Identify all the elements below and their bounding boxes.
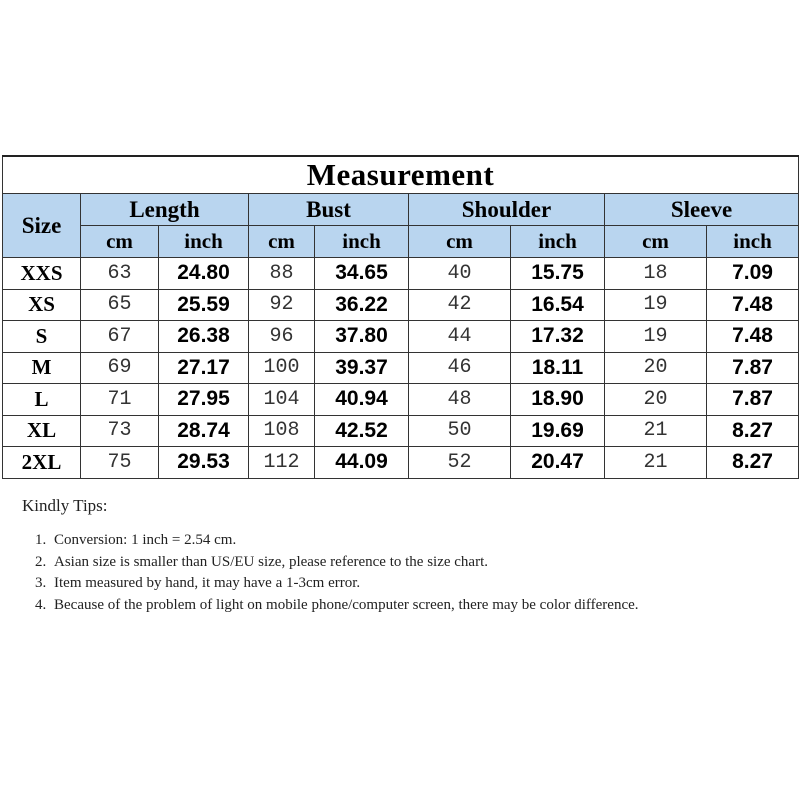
inch-value: 42.52 xyxy=(315,415,409,447)
unit-header: inch xyxy=(315,226,409,258)
inch-value: 44.09 xyxy=(315,447,409,479)
cm-value: 96 xyxy=(249,321,315,353)
inch-value: 36.22 xyxy=(315,289,409,321)
size-rows xyxy=(3,258,799,479)
tip-item: 4. Because of the problem of light on mobile phone/computer screen, there may be color difference. xyxy=(50,595,782,617)
inch-value: 25.59 xyxy=(159,289,249,321)
unit-header: cm xyxy=(605,226,707,258)
tip-item: 3. Item measured by hand, it may have a 1-3cm error. xyxy=(50,573,782,595)
cm-value: 67 xyxy=(81,321,159,353)
size-chart xyxy=(0,155,800,479)
inch-value: 7.48 xyxy=(707,289,799,321)
inch-value: 34.65 xyxy=(315,258,409,290)
inch-value: 29.53 xyxy=(159,447,249,479)
size-label: XL xyxy=(3,415,81,447)
inch-value: 20.47 xyxy=(511,447,605,479)
cm-value: 40 xyxy=(409,258,511,290)
cm-value: 21 xyxy=(605,415,707,447)
inch-value: 7.48 xyxy=(707,321,799,353)
inch-value: 8.27 xyxy=(707,447,799,479)
table-row xyxy=(3,415,799,447)
table-row xyxy=(3,447,799,479)
inch-value: 28.74 xyxy=(159,415,249,447)
inch-value: 15.75 xyxy=(511,258,605,290)
cm-value: 69 xyxy=(81,352,159,384)
cm-value: 73 xyxy=(81,415,159,447)
table-row xyxy=(3,289,799,321)
inch-value: 37.80 xyxy=(315,321,409,353)
group-header-shoulder: Shoulder xyxy=(409,194,605,226)
inch-value: 7.87 xyxy=(707,352,799,384)
unit-header: cm xyxy=(249,226,315,258)
cm-value: 108 xyxy=(249,415,315,447)
cm-value: 18 xyxy=(605,258,707,290)
inch-value: 16.54 xyxy=(511,289,605,321)
inch-value: 7.87 xyxy=(707,384,799,416)
cm-value: 19 xyxy=(605,289,707,321)
inch-value: 17.32 xyxy=(511,321,605,353)
cm-value: 50 xyxy=(409,415,511,447)
inch-value: 40.94 xyxy=(315,384,409,416)
cm-value: 104 xyxy=(249,384,315,416)
cm-value: 20 xyxy=(605,352,707,384)
cm-value: 44 xyxy=(409,321,511,353)
unit-header: inch xyxy=(707,226,799,258)
size-label: L xyxy=(3,384,81,416)
inch-value: 8.27 xyxy=(707,415,799,447)
cm-value: 48 xyxy=(409,384,511,416)
measurement-table xyxy=(2,155,799,479)
cm-value: 21 xyxy=(605,447,707,479)
cm-value: 63 xyxy=(81,258,159,290)
unit-header: cm xyxy=(81,226,159,258)
inch-value: 7.09 xyxy=(707,258,799,290)
size-label: S xyxy=(3,321,81,353)
cm-value: 100 xyxy=(249,352,315,384)
size-label: M xyxy=(3,352,81,384)
cm-value: 75 xyxy=(81,447,159,479)
table-row xyxy=(3,258,799,290)
size-header: Size xyxy=(3,194,81,258)
inch-value: 27.95 xyxy=(159,384,249,416)
unit-header: inch xyxy=(159,226,249,258)
table-row xyxy=(3,321,799,353)
group-header-bust: Bust xyxy=(249,194,409,226)
unit-header: inch xyxy=(511,226,605,258)
inch-value: 39.37 xyxy=(315,352,409,384)
inch-value: 24.80 xyxy=(159,258,249,290)
cm-value: 88 xyxy=(249,258,315,290)
cm-value: 46 xyxy=(409,352,511,384)
cm-value: 112 xyxy=(249,447,315,479)
cm-value: 20 xyxy=(605,384,707,416)
size-label: 2XL xyxy=(3,447,81,479)
kindly-tips xyxy=(22,496,782,616)
unit-header: cm xyxy=(409,226,511,258)
cm-value: 92 xyxy=(249,289,315,321)
inch-value: 18.11 xyxy=(511,352,605,384)
table-row xyxy=(3,352,799,384)
tip-item: 1. Conversion: 1 inch = 2.54 cm. xyxy=(50,530,782,552)
cm-value: 19 xyxy=(605,321,707,353)
table-title: Measurement xyxy=(3,156,799,194)
size-label: XS xyxy=(3,289,81,321)
size-label: XXS xyxy=(3,258,81,290)
cm-value: 42 xyxy=(409,289,511,321)
cm-value: 71 xyxy=(81,384,159,416)
inch-value: 18.90 xyxy=(511,384,605,416)
tips-list xyxy=(22,530,782,616)
tips-title: Kindly Tips: xyxy=(22,496,108,515)
cm-value: 52 xyxy=(409,447,511,479)
inch-value: 26.38 xyxy=(159,321,249,353)
group-header-sleeve: Sleeve xyxy=(605,194,799,226)
cm-value: 65 xyxy=(81,289,159,321)
inch-value: 27.17 xyxy=(159,352,249,384)
tip-item: 2. Asian size is smaller than US/EU size, please reference to the size chart. xyxy=(50,552,782,574)
group-header-length: Length xyxy=(81,194,249,226)
table-row xyxy=(3,384,799,416)
inch-value: 19.69 xyxy=(511,415,605,447)
